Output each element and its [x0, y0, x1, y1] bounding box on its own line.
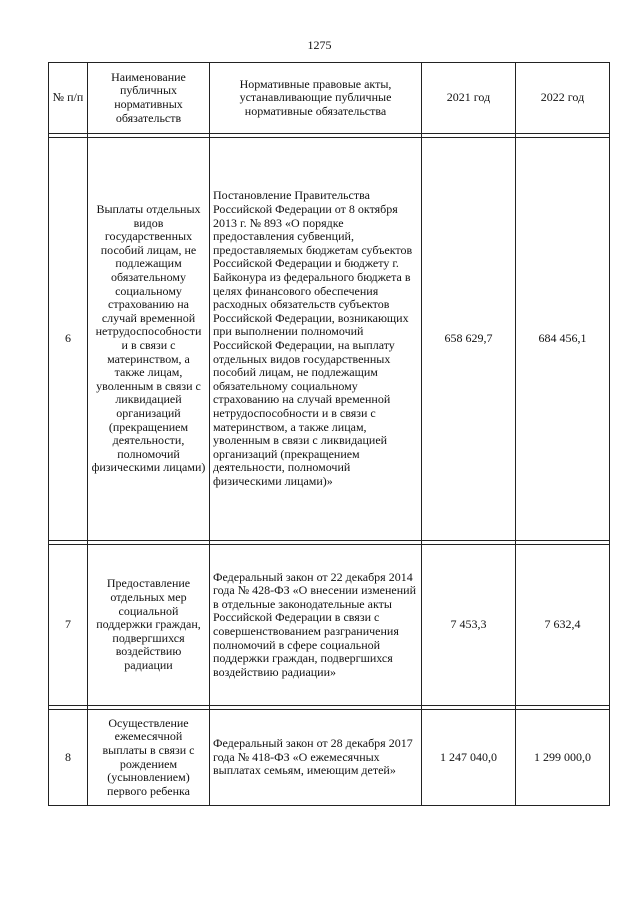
row-year-2021: 658 629,7 [422, 138, 516, 541]
row-year-2022: 7 632,4 [516, 545, 610, 706]
row-name: Предоставление отдельных мер социальной поддержки граждан, подвергшихся воздействию радиации [88, 545, 210, 706]
page-number: 1275 [307, 38, 332, 52]
row-act: Федеральный закон от 28 декабря 2017 года № 418-ФЗ «О ежемесячных выплатах семьям, имеющим детей» [210, 710, 422, 806]
obligations-table [48, 62, 610, 806]
row-year-2022: 1 299 000,0 [516, 710, 610, 806]
row-num: 8 [49, 710, 88, 806]
row-act: Федеральный закон от 22 декабря 2014 года № 428-ФЗ «О внесении изменений в отдельные законодательные акты Российской Федерации в связи с совершенствованием разграничения полномочий в сфере социальной поддержки граждан, подвергшихся воздействию радиации» [210, 545, 422, 706]
table-row [49, 138, 610, 541]
table-header-row [49, 63, 610, 134]
header-name: Наименование публичных нормативных обязательств [88, 63, 210, 134]
table-row [49, 710, 610, 806]
row-year-2021: 7 453,3 [422, 545, 516, 706]
header-num: № п/п [49, 63, 88, 134]
row-name: Выплаты отдельных видов государственных пособий лицам, не подлежащим обязательному социальному страхованию на случай временной нетрудоспособности и в связи с материнством, а также лицам, уволенным в связи с ликвидацией организаций (прекращением деятельности, полномочий физическими лицами) [88, 138, 210, 541]
row-num: 7 [49, 545, 88, 706]
header-act: Нормативные правовые акты, устанавливающие публичные нормативные обязательства [210, 63, 422, 134]
row-num: 6 [49, 138, 88, 541]
header-year-2022: 2022 год [516, 63, 610, 134]
table-row [49, 545, 610, 706]
row-year-2022: 684 456,1 [516, 138, 610, 541]
header-year-2021: 2021 год [422, 63, 516, 134]
row-act: Постановление Правительства Российской Федерации от 8 октября 2013 г. № 893 «О порядке предоставления субвенций, предоставляемых бюджетам субъектов Российской Федерации и бюджету г. Байконура из федерального бюджета в целях финансового обеспечения расходных обязательств субъектов Российской Федерации, возникающих при выполнении полномочий Российской Федерации, на выплату отдельных видов государственных пособий лицам, не подлежащим обязательному социальному страхованию на случай временной нетрудоспособности и в связи с материнством, а также лицам, уволенным в связи с ликвидацией организаций (прекращением деятельности, полномочий физическими лицами)» [210, 138, 422, 541]
row-name: Осуществление ежемесячной выплаты в связи с рождением (усыновлением) первого ребенка [88, 710, 210, 806]
row-year-2021: 1 247 040,0 [422, 710, 516, 806]
